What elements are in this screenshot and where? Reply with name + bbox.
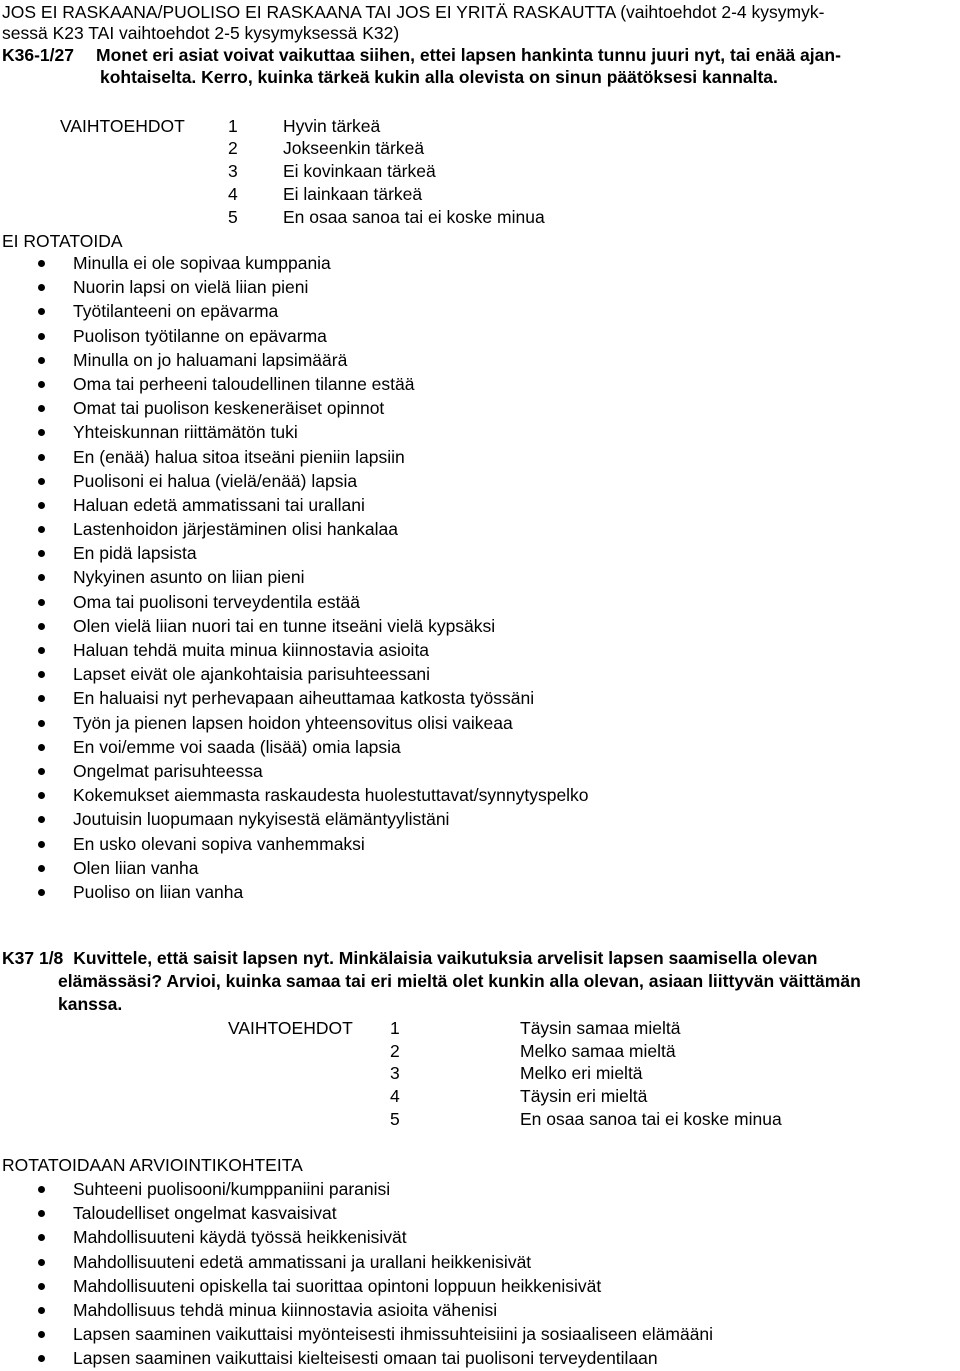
question-code: K37 1/8 <box>2 948 64 968</box>
option-code: 2 <box>390 1041 400 1061</box>
bullet-icon <box>38 889 45 896</box>
list-item: Työtilanteeni on epävarma <box>0 299 589 323</box>
list-item: En usko olevani sopiva vanhemmaksi <box>0 832 589 856</box>
list-item: Olen vielä liian nuori tai en tunne itseäni vielä kypsäksi <box>0 614 589 638</box>
list-item: Omat tai puolison keskeneräiset opinnot <box>0 396 589 420</box>
list-item: Olen liian vanha <box>0 856 589 880</box>
list-item: Oma tai puolisoni terveydentila estää <box>0 590 589 614</box>
bullet-icon <box>38 1331 45 1338</box>
bullet-icon <box>38 429 45 436</box>
option-text: En osaa sanoa tai ei koske minua <box>520 1109 782 1129</box>
list-item: Lapset eivät ole ajankohtaisia parisuhteessani <box>0 662 589 686</box>
bullet-icon <box>38 841 45 848</box>
list-item: Puolisoni ei halua (vielä/enää) lapsia <box>0 469 589 493</box>
question-k37 <box>2 947 817 969</box>
option-code: 1 <box>228 116 238 136</box>
question-k36 <box>2 44 841 66</box>
question-text-line-3: kanssa. <box>58 994 123 1014</box>
question-text-line-2: elämässäsi? Arvioi, kuinka samaa tai eri mieltä olet kunkin alla olevan, asiaan liittyvän väittämän <box>58 971 861 991</box>
bullet-icon <box>38 1355 45 1362</box>
option-code: 2 <box>228 138 238 158</box>
filter-instruction-line-2: sessä K23 TAI vaihtoehdot 2-5 kysymyksessä K32) <box>2 23 400 43</box>
list-item: Puoliso on liian vanha <box>0 880 589 904</box>
list-item: Taloudelliset ongelmat kasvaisivat <box>0 1201 713 1225</box>
bullet-icon <box>38 623 45 630</box>
question-text-line-1: Monet eri asiat voivat vaikuttaa siihen, ettei lapsen hankinta tunnu juuri nyt, tai enää ajan- <box>96 45 841 65</box>
list-item: Suhteeni puolisooni/kumppaniini paranisi <box>0 1177 713 1201</box>
list-item: Mahdollisuuteni opiskella tai suorittaa opintoni loppuun heikkenisivät <box>0 1274 713 1298</box>
bullet-icon <box>38 502 45 509</box>
list-item: Minulla on jo haluamani lapsimäärä <box>0 348 589 372</box>
question-text-line-2: kohtaiselta. Kerro, kuinka tärkeä kukin alla olevista on sinun päätöksesi kannalta. <box>100 67 778 87</box>
list-item: Oma tai perheeni taloudellinen tilanne estää <box>0 372 589 396</box>
options-label: VAIHTOEHDOT <box>228 1018 353 1038</box>
list-item: Mahdollisuuteni käydä työssä heikkenisivät <box>0 1225 713 1249</box>
list-item: Lastenhoidon järjestäminen olisi hankalaa <box>0 517 589 541</box>
list-item: En pidä lapsista <box>0 541 589 565</box>
list-item: Haluan tehdä muita minua kiinnostavia asioita <box>0 638 589 662</box>
bullet-icon <box>38 260 45 267</box>
bullet-icon <box>38 357 45 364</box>
option-code: 4 <box>228 184 238 204</box>
list-item: Työn ja pienen lapsen hoidon yhteensovitus olisi vaikeaa <box>0 711 589 735</box>
bullet-icon <box>38 333 45 340</box>
bullet-icon <box>38 1210 45 1217</box>
bullet-icon <box>38 478 45 485</box>
option-code: 1 <box>390 1018 400 1038</box>
bullet-icon <box>38 1307 45 1314</box>
bullet-icon <box>38 1234 45 1241</box>
list-item: Haluan edetä ammatissani tai urallani <box>0 493 589 517</box>
list-item: Ongelmat parisuhteessa <box>0 759 589 783</box>
bullet-icon <box>38 816 45 823</box>
list-item: En (enää) halua sitoa itseäni pieniin lapsiin <box>0 445 589 469</box>
bullet-icon <box>38 308 45 315</box>
bullet-icon <box>38 1283 45 1290</box>
bullet-icon <box>38 1259 45 1266</box>
bullet-icon <box>38 792 45 799</box>
option-code: 3 <box>228 161 238 181</box>
bullet-icon <box>38 284 45 291</box>
options-label: VAIHTOEHDOT <box>60 116 185 136</box>
option-text: Ei lainkaan tärkeä <box>283 184 423 204</box>
option-text: Täysin eri mieltä <box>520 1086 648 1106</box>
option-text: Melko samaa mieltä <box>520 1041 676 1061</box>
list-item: Nykyinen asunto on liian pieni <box>0 565 589 589</box>
list-item: Mahdollisuuteni edetä ammatissani ja urallani heikkenisivät <box>0 1250 713 1274</box>
item-list-k37 <box>0 1177 713 1371</box>
option-text: Ei kovinkaan tärkeä <box>283 161 436 181</box>
option-code: 5 <box>390 1109 400 1129</box>
bullet-icon <box>38 744 45 751</box>
list-item: Lapsen saaminen vaikuttaisi myönteisesti ihmissuhteisiini ja sosiaaliseen elämääni <box>0 1322 713 1346</box>
rotation-note: EI ROTATOIDA <box>2 231 123 251</box>
item-list-k36 <box>0 251 589 904</box>
bullet-icon <box>38 647 45 654</box>
list-item: Puolison työtilanne on epävarma <box>0 324 589 348</box>
option-code: 4 <box>390 1086 400 1106</box>
bullet-icon <box>38 671 45 678</box>
question-code: K36-1/27 <box>2 45 74 65</box>
bullet-icon <box>38 526 45 533</box>
bullet-icon <box>38 865 45 872</box>
option-code: 5 <box>228 207 238 227</box>
list-item: Mahdollisuus tehdä minua kiinnostavia asioita vähenisi <box>0 1298 713 1322</box>
list-item: Lapsen saaminen vaikuttaisi kielteisesti omaan tai puolisoni terveydentilaan <box>0 1346 713 1370</box>
list-item: Yhteiskunnan riittämätön tuki <box>0 420 589 444</box>
bullet-icon <box>38 381 45 388</box>
bullet-icon <box>38 574 45 581</box>
option-text: En osaa sanoa tai ei koske minua <box>283 207 545 227</box>
rotation-note: ROTATOIDAAN ARVIOINTIKOHTEITA <box>2 1155 303 1175</box>
list-item: Kokemukset aiemmasta raskaudesta huolestuttavat/synnytyspelko <box>0 783 589 807</box>
list-item: Nuorin lapsi on vielä liian pieni <box>0 275 589 299</box>
bullet-icon <box>38 720 45 727</box>
option-text: Jokseenkin tärkeä <box>283 138 425 158</box>
option-text: Melko eri mieltä <box>520 1063 643 1083</box>
option-code: 3 <box>390 1063 400 1083</box>
bullet-icon <box>38 599 45 606</box>
question-text-line-1: Kuvittele, että saisit lapsen nyt. Minkälaisia vaikutuksia arvelisit lapsen saamisella olevan <box>73 948 818 968</box>
bullet-icon <box>38 405 45 412</box>
bullet-icon <box>38 454 45 461</box>
filter-instruction-line-1: JOS EI RASKAANA/PUOLISO EI RASKAANA TAI JOS EI YRITÄ RASKAUTTA (vaihtoehdot 2-4 kysymyk- <box>2 2 825 22</box>
list-item: Minulla ei ole sopivaa kumppania <box>0 251 589 275</box>
bullet-icon <box>38 1186 45 1193</box>
option-text: Täysin samaa mieltä <box>520 1018 681 1038</box>
list-item: En voi/emme voi saada (lisää) omia lapsia <box>0 735 589 759</box>
option-text: Hyvin tärkeä <box>283 116 381 136</box>
list-item: En haluaisi nyt perhevapaan aiheuttamaa katkosta työssäni <box>0 686 589 710</box>
list-item: Joutuisin luopumaan nykyisestä elämäntyylistäni <box>0 807 589 831</box>
bullet-icon <box>38 695 45 702</box>
bullet-icon <box>38 550 45 557</box>
bullet-icon <box>38 768 45 775</box>
